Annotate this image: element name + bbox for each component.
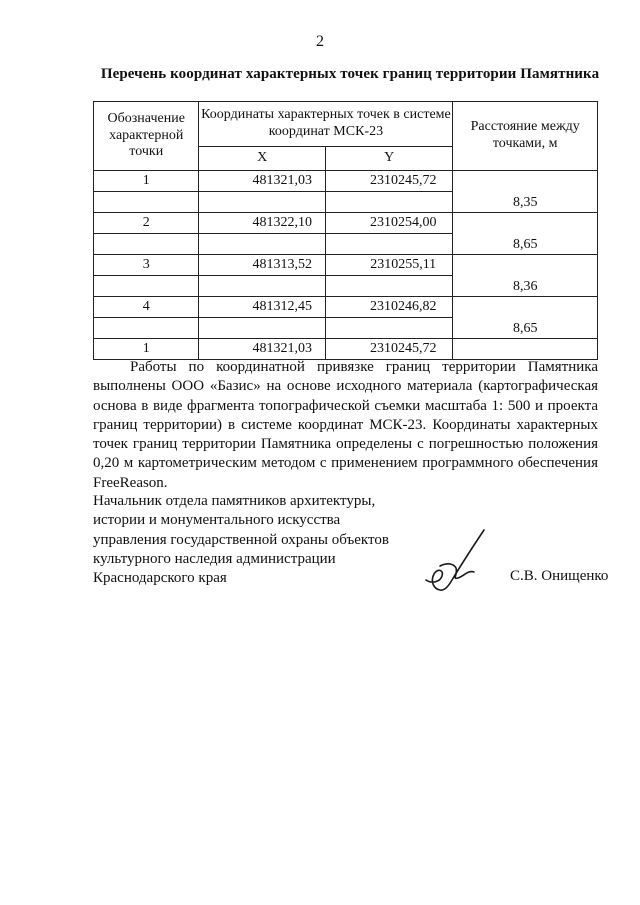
empty-cell — [326, 234, 453, 255]
signer-position-line: Краснодарского края — [93, 570, 227, 587]
signer-position — [93, 492, 423, 588]
table-row — [94, 192, 598, 213]
distance-cell — [453, 171, 598, 192]
distance-value: 8,65 — [453, 318, 598, 339]
point-label: 3 — [94, 255, 199, 276]
point-label: 2 — [94, 213, 199, 234]
x-value: 481312,45 — [199, 297, 326, 318]
empty-cell — [326, 318, 453, 339]
empty-cell — [199, 276, 326, 297]
table-row — [94, 234, 598, 255]
empty-cell — [326, 276, 453, 297]
x-value: 481321,03 — [199, 339, 326, 360]
empty-cell — [199, 192, 326, 213]
signer-name: С.В. Онищенко — [510, 568, 609, 584]
y-value: 2310245,72 — [326, 339, 453, 360]
y-value: 2310254,00 — [326, 213, 453, 234]
distance-cell — [453, 339, 598, 360]
x-value: 481313,52 — [199, 255, 326, 276]
page-number: 2 — [316, 33, 324, 50]
x-value: 481321,03 — [199, 171, 326, 192]
empty-cell — [94, 234, 199, 255]
x-value: 481322,10 — [199, 213, 326, 234]
table-row — [94, 276, 598, 297]
distance-cell — [453, 213, 598, 234]
empty-cell — [94, 276, 199, 297]
empty-cell — [199, 234, 326, 255]
empty-cell — [326, 192, 453, 213]
signer-position-line: управления государственной охраны объектов — [93, 531, 389, 548]
header-coordinates: Координаты характерных точек в системе координат МСК-23 — [199, 102, 453, 147]
point-label: 1 — [94, 339, 199, 360]
handwritten-signature — [418, 528, 490, 592]
header-y: Y — [326, 147, 453, 171]
header-point-designation: Обозначение характерной точки — [94, 102, 199, 171]
y-value: 2310246,82 — [326, 297, 453, 318]
table-row — [94, 255, 598, 276]
empty-cell — [94, 192, 199, 213]
signer-position-line: истории и монументального искусства — [93, 512, 341, 529]
table-row — [94, 213, 598, 234]
empty-cell — [94, 318, 199, 339]
y-value: 2310245,72 — [326, 171, 453, 192]
point-label: 1 — [94, 171, 199, 192]
table-row — [94, 171, 598, 192]
table-row — [94, 339, 598, 360]
signer-position-line: культурного наследия администрации — [93, 550, 336, 567]
header-x: X — [199, 147, 326, 171]
document-title: Перечень координат характерных точек границ территории Памятника — [100, 66, 600, 82]
point-label: 4 — [94, 297, 199, 318]
y-value: 2310255,11 — [326, 255, 453, 276]
table-row — [94, 318, 598, 339]
distance-cell — [453, 255, 598, 276]
header-distance: Расстояние между точками, м — [453, 102, 598, 171]
distance-value: 8,35 — [453, 192, 598, 213]
table-row — [94, 297, 598, 318]
coordinates-table — [93, 101, 598, 360]
distance-value: 8,65 — [453, 234, 598, 255]
empty-cell — [199, 318, 326, 339]
distance-value: 8,36 — [453, 276, 598, 297]
body-paragraph: Работы по координатной привязке границ территории Памятника выполнены ООО «Базис» на основе исходного материала (картографическая основа в виде фрагмента топографической съемки масштаба 1: 500 и проекта границ территории) в системе координат МСК-23. Координаты характерных точек границ территории Памятника определены с погрешностью положения 0,20 м картометрическим методом с применением программного обеспечения FreeReason. — [93, 359, 598, 491]
signer-position-line: Начальник отдела памятников архитектуры, — [93, 493, 376, 509]
distance-cell — [453, 297, 598, 318]
